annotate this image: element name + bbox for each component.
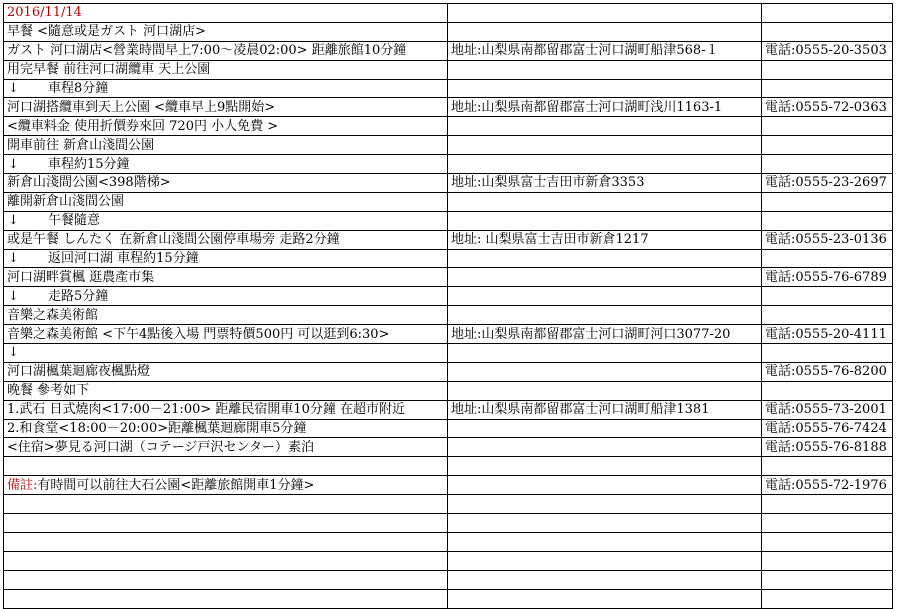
itinerary-cell[interactable] <box>4 249 448 268</box>
itinerary-text: 開車前往 新倉山淺間公園 <box>7 137 155 153</box>
itinerary-text: 離開新倉山淺間公園 <box>7 194 125 210</box>
itinerary-cell[interactable] <box>4 268 448 287</box>
table-row <box>4 4 893 23</box>
itinerary-text: 2.和食堂<18:00－20:00>距離楓葉迴廊開車5分鐘 <box>7 421 307 437</box>
itinerary-cell[interactable] <box>4 136 448 155</box>
address-cell[interactable] <box>448 476 762 495</box>
arrow-down-icon: ↓ <box>8 345 19 361</box>
itinerary-cell[interactable] <box>4 344 448 363</box>
itinerary-cell[interactable] <box>4 589 448 608</box>
itinerary-cell[interactable] <box>4 570 448 589</box>
itinerary-text: 或是午餐 しんたく 在新倉山淺間公園停車場旁 走路2分鐘 <box>7 232 340 248</box>
table-row <box>4 155 893 174</box>
phone-cell[interactable] <box>762 306 893 325</box>
phone-cell[interactable] <box>762 60 893 79</box>
address-cell[interactable] <box>448 589 762 608</box>
phone-cell[interactable] <box>762 532 893 551</box>
phone-cell[interactable] <box>762 287 893 306</box>
itinerary-text: ガスト 河口湖店<營業時間早上7:00～凌晨02:00> 距離旅館10分鐘 <box>7 43 407 59</box>
table-row <box>4 514 893 533</box>
itinerary-text: 1.武石 日式燒肉<17:00－21:00> 距離民宿開車10分鐘 在超市附近 <box>7 402 406 418</box>
itinerary-text: 河口湖楓葉迴廊夜楓點燈 <box>7 364 151 380</box>
address-cell[interactable] <box>448 532 762 551</box>
itinerary-cell[interactable] <box>4 22 448 41</box>
phone-cell[interactable]: 電話:0555-76-6789 <box>762 268 893 287</box>
phone-cell[interactable] <box>762 344 893 363</box>
address-cell[interactable] <box>448 344 762 363</box>
itinerary-text: 晚餐 參考如下 <box>7 383 90 399</box>
table-row <box>4 457 893 476</box>
address-cell[interactable]: 地址: 山梨県富士吉田市新倉1217 <box>448 230 762 249</box>
address-cell[interactable] <box>448 117 762 136</box>
arrow-down-icon: ↓ <box>8 156 19 172</box>
table-row <box>4 22 893 41</box>
address-cell[interactable] <box>448 268 762 287</box>
phone-cell[interactable] <box>762 381 893 400</box>
table-row <box>4 438 893 457</box>
itinerary-text: 音樂之森美術館 <box>7 307 99 323</box>
itinerary-text: 走路5分鐘 <box>48 288 109 304</box>
arrow-down-icon: ↓ <box>8 81 19 96</box>
address-cell[interactable] <box>448 287 762 306</box>
address-cell[interactable] <box>448 551 762 570</box>
itinerary-text: 音樂之森美術館 <下午4點後入場 門票特價500円 可以逛到6:30> <box>7 326 390 342</box>
address-cell[interactable] <box>448 514 762 533</box>
itinerary-text: 河口湖畔賞楓 逛農產市集 <box>7 269 155 285</box>
table-row <box>4 325 893 344</box>
address-cell[interactable] <box>448 211 762 230</box>
itinerary-text: <住宿>夢見る河口湖（コテージ戸沢センター）素泊 <box>7 439 315 455</box>
itinerary-cell[interactable] <box>4 419 448 438</box>
itinerary-text: 早餐 <隨意或是ガスト 河口湖店> <box>7 24 207 40</box>
itinerary-text: 河口湖搭纜車到天上公園 <纜車早上9點開始> <box>7 99 276 115</box>
phone-cell[interactable]: 電話:0555-20-4111 <box>762 325 893 344</box>
phone-cell[interactable]: 電話:0555-73-2001 <box>762 400 893 419</box>
itinerary-cell[interactable] <box>4 362 448 381</box>
address-cell[interactable] <box>448 419 762 438</box>
itinerary-sheet <box>3 3 893 609</box>
table-row <box>4 268 893 287</box>
phone-cell[interactable] <box>762 136 893 155</box>
table-row <box>4 79 893 98</box>
phone-cell[interactable] <box>762 551 893 570</box>
address-cell[interactable] <box>448 4 762 23</box>
address-cell[interactable] <box>448 381 762 400</box>
table-row <box>4 570 893 589</box>
phone-cell[interactable]: 電話:0555-76-8188 <box>762 438 893 457</box>
phone-cell[interactable] <box>762 495 893 514</box>
table-row <box>4 589 893 608</box>
arrow-down-icon: ↓ <box>8 288 19 304</box>
itinerary-text: 新倉山淺間公園<398階梯> <box>7 175 171 191</box>
itinerary-cell[interactable] <box>4 98 448 117</box>
phone-cell[interactable]: 電話:0555-72-1976 <box>762 476 893 495</box>
itinerary-cell[interactable] <box>4 381 448 400</box>
phone-cell[interactable]: 電話:0555-72-0363 <box>762 98 893 117</box>
table-row <box>4 344 893 363</box>
table-row <box>4 400 893 419</box>
address-cell[interactable] <box>448 438 762 457</box>
table-row <box>4 532 893 551</box>
address-cell[interactable] <box>448 136 762 155</box>
table-row <box>4 136 893 155</box>
itinerary-text: 午餐隨意 <box>48 213 101 229</box>
phone-cell[interactable] <box>762 589 893 608</box>
address-cell[interactable]: 地址:山梨県南都留郡富士河口湖町船津1381 <box>448 400 762 419</box>
itinerary-cell[interactable] <box>4 211 448 230</box>
address-cell[interactable] <box>448 570 762 589</box>
address-cell[interactable] <box>448 22 762 41</box>
phone-cell[interactable] <box>762 211 893 230</box>
itinerary-cell[interactable] <box>4 117 448 136</box>
phone-cell[interactable]: 電話:0555-20-3503 <box>762 41 893 60</box>
address-cell[interactable]: 地址:山梨県南都留郡富士河口湖町浅川1163-1 <box>448 98 762 117</box>
table-row <box>4 211 893 230</box>
phone-cell[interactable] <box>762 249 893 268</box>
address-cell[interactable] <box>448 495 762 514</box>
table-row <box>4 306 893 325</box>
itinerary-cell[interactable] <box>4 192 448 211</box>
itinerary-cell[interactable] <box>4 495 448 514</box>
address-cell[interactable]: 地址:山梨県南都留郡富士河口湖町河口3077-20 <box>448 325 762 344</box>
table-row <box>4 174 893 193</box>
itinerary-text: 車程8分鐘 <box>48 81 109 96</box>
address-cell[interactable] <box>448 155 762 174</box>
itinerary-text: 返回河口湖 車程約15分鐘 <box>48 251 199 267</box>
address-cell[interactable] <box>448 79 762 98</box>
itinerary-cell[interactable] <box>4 60 448 79</box>
itinerary-cell[interactable] <box>4 457 448 476</box>
table-row <box>4 362 893 381</box>
phone-cell[interactable] <box>762 155 893 174</box>
address-cell[interactable]: 地址:山梨県富士吉田市新倉3353 <box>448 174 762 193</box>
itinerary-cell[interactable] <box>4 551 448 570</box>
itinerary-text: 用完早餐 前往河口湖纜車 天上公園 <box>7 62 211 78</box>
itinerary-cell[interactable] <box>4 532 448 551</box>
phone-cell[interactable] <box>762 192 893 211</box>
phone-cell[interactable] <box>762 117 893 136</box>
table-row <box>4 98 893 117</box>
phone-cell[interactable] <box>762 4 893 23</box>
table-row <box>4 476 893 495</box>
address-cell[interactable] <box>448 457 762 476</box>
itinerary-text: <纜車料金 使用折價券來回 720円 小人免費 > <box>7 118 279 134</box>
itinerary-cell[interactable] <box>4 476 448 495</box>
itinerary-cell[interactable] <box>4 155 448 174</box>
itinerary-cell[interactable] <box>4 174 448 193</box>
address-cell[interactable] <box>448 306 762 325</box>
itinerary-cell[interactable] <box>4 400 448 419</box>
itinerary-cell[interactable] <box>4 306 448 325</box>
table-row <box>4 230 893 249</box>
phone-cell[interactable]: 電話:0555-23-2697 <box>762 174 893 193</box>
arrow-down-icon: ↓ <box>8 213 19 229</box>
address-cell[interactable] <box>448 60 762 79</box>
table-row <box>4 419 893 438</box>
table-row <box>4 41 893 60</box>
phone-cell[interactable] <box>762 570 893 589</box>
table-row <box>4 192 893 211</box>
address-cell[interactable] <box>448 192 762 211</box>
phone-cell[interactable] <box>762 457 893 476</box>
phone-cell[interactable]: 電話:0555-76-8200 <box>762 362 893 381</box>
table-row <box>4 287 893 306</box>
address-cell[interactable]: 地址:山梨県南都留郡富士河口湖町船津568-１ <box>448 41 762 60</box>
itinerary-cell[interactable] <box>4 514 448 533</box>
table-row <box>4 117 893 136</box>
itinerary-cell[interactable] <box>4 438 448 457</box>
phone-cell[interactable]: 電話:0555-23-0136 <box>762 230 893 249</box>
table-row <box>4 495 893 514</box>
itinerary-cell[interactable] <box>4 79 448 98</box>
phone-cell[interactable] <box>762 79 893 98</box>
table-row <box>4 249 893 268</box>
table-row <box>4 551 893 570</box>
address-cell[interactable] <box>448 362 762 381</box>
itinerary-text: 有時間可以前往大石公園<距離旅館開車1分鐘> <box>37 477 315 493</box>
date-cell[interactable]: 2016/11/14 <box>4 4 448 23</box>
itinerary-cell[interactable] <box>4 230 448 249</box>
itinerary-cell[interactable] <box>4 287 448 306</box>
table-row <box>4 381 893 400</box>
phone-cell[interactable]: 電話:0555-76-7424 <box>762 419 893 438</box>
table-row <box>4 60 893 79</box>
note-label: 備註: <box>7 477 38 493</box>
phone-cell[interactable] <box>762 514 893 533</box>
phone-cell[interactable] <box>762 22 893 41</box>
address-cell[interactable] <box>448 249 762 268</box>
itinerary-cell[interactable] <box>4 325 448 344</box>
itinerary-cell[interactable] <box>4 41 448 60</box>
itinerary-text: 車程約15分鐘 <box>48 156 130 172</box>
arrow-down-icon: ↓ <box>8 251 19 267</box>
